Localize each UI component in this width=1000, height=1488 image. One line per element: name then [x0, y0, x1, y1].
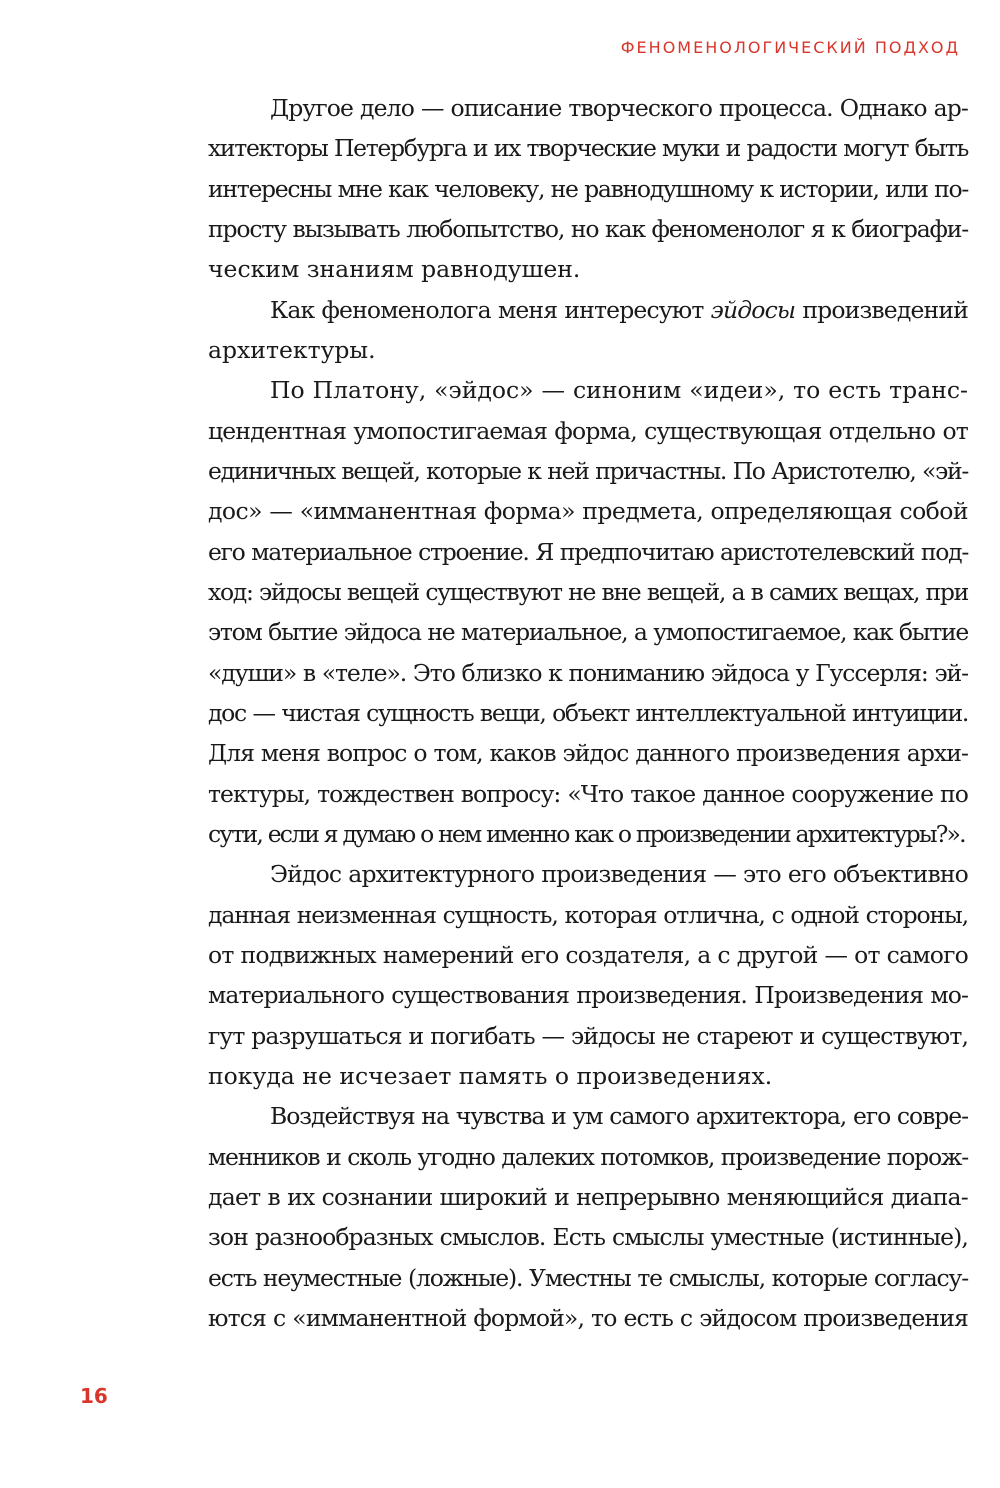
text-line: менников и сколь угодно далеких потомков, произведение порож-: [208, 1142, 968, 1171]
text-line: тектуры, тождествен вопросу: «Что такое данное сооружение по: [208, 779, 968, 808]
text-line: ются с «имманентной формой», то есть с эйдосом произведения: [208, 1303, 968, 1332]
text-line: данная неизменная сущность, которая отлична, с одной стороны,: [208, 900, 968, 929]
text-line: дос» — «имманентная форма» предмета, определяющая собой: [208, 497, 968, 526]
text-line: есть неуместные (ложные). Уместны те смыслы, которые согласу-: [208, 1263, 968, 1292]
text-line: Эйдос архитектурного произведения — это его объективно: [270, 860, 968, 889]
text-line: от подвижных намерений его создателя, а с другой — от самого: [208, 940, 968, 969]
text-line: зон разнообразных смыслов. Есть смыслы уместные (истинные),: [208, 1223, 968, 1252]
text-line: хитекторы Петербурга и их творческие муки и радости могут быть: [208, 134, 968, 163]
text-line: его материальное строение. Я предпочитаю аристотелевский под-: [208, 537, 968, 566]
text-line: дает в их сознании широкий и непрерывно меняющийся диапа-: [208, 1182, 968, 1211]
text-line: интересны мне как человеку, не равнодушному к истории, или по-: [208, 174, 968, 203]
text-line: покуда не исчезает память о произведениях.: [208, 1061, 773, 1090]
running-head: ФЕНОМЕНОЛОГИЧЕСКИЙ ПОДХОД: [620, 38, 960, 57]
text-line: Для меня вопрос о том, каков эйдос данного произведения архи-: [208, 739, 968, 768]
text-fragment: Как феноменолога меня интересуют: [270, 295, 711, 324]
text-line: материального существования произведения. Произведения мо-: [208, 981, 968, 1010]
text-line: гут разрушаться и погибать — эйдосы не стареют и существуют,: [208, 1021, 968, 1050]
text-line: дос — чистая сущность вещи, объект интеллектуальной интуиции.: [208, 698, 968, 727]
text-line: Воздействуя на чувства и ум самого архитектора, его совре-: [270, 1102, 968, 1131]
text-line: этом бытие эйдоса не материальное, а умопостигаемое, как бытие: [208, 618, 968, 647]
text-line: По Платону, «эйдос» — синоним «идеи», то есть транс-: [270, 376, 968, 405]
text-line: единичных вещей, которые к ней причастны. По Аристотелю, «эй-: [208, 456, 968, 485]
text-line: [208, 290, 968, 330]
text-line: архитектуры.: [208, 335, 376, 364]
text-fragment: произведений: [795, 295, 968, 324]
text-line: цендентная умопостигаемая форма, существующая отдельно от: [208, 416, 968, 445]
text-line: ход: эйдосы вещей существуют не вне вещей, а в самих вещах, при: [208, 577, 968, 606]
text-line: ческим знаниям равнодушен.: [208, 255, 581, 284]
body-text: [208, 88, 968, 1338]
text-line: «души» в «теле». Это близко к пониманию эйдоса у Гуссерля: эй-: [208, 658, 968, 687]
emphasis-term: эйдосы: [710, 295, 796, 324]
text-line: сути, если я думаю о нем именно как о произведении архитектуры?».: [208, 819, 965, 848]
text-line: Другое дело — описание творческого процесса. Однако ар-: [270, 94, 968, 122]
page-number: 16: [80, 1384, 108, 1408]
text-line: просту вызывать любопытство, но как феноменолог я к биографи-: [208, 214, 968, 243]
